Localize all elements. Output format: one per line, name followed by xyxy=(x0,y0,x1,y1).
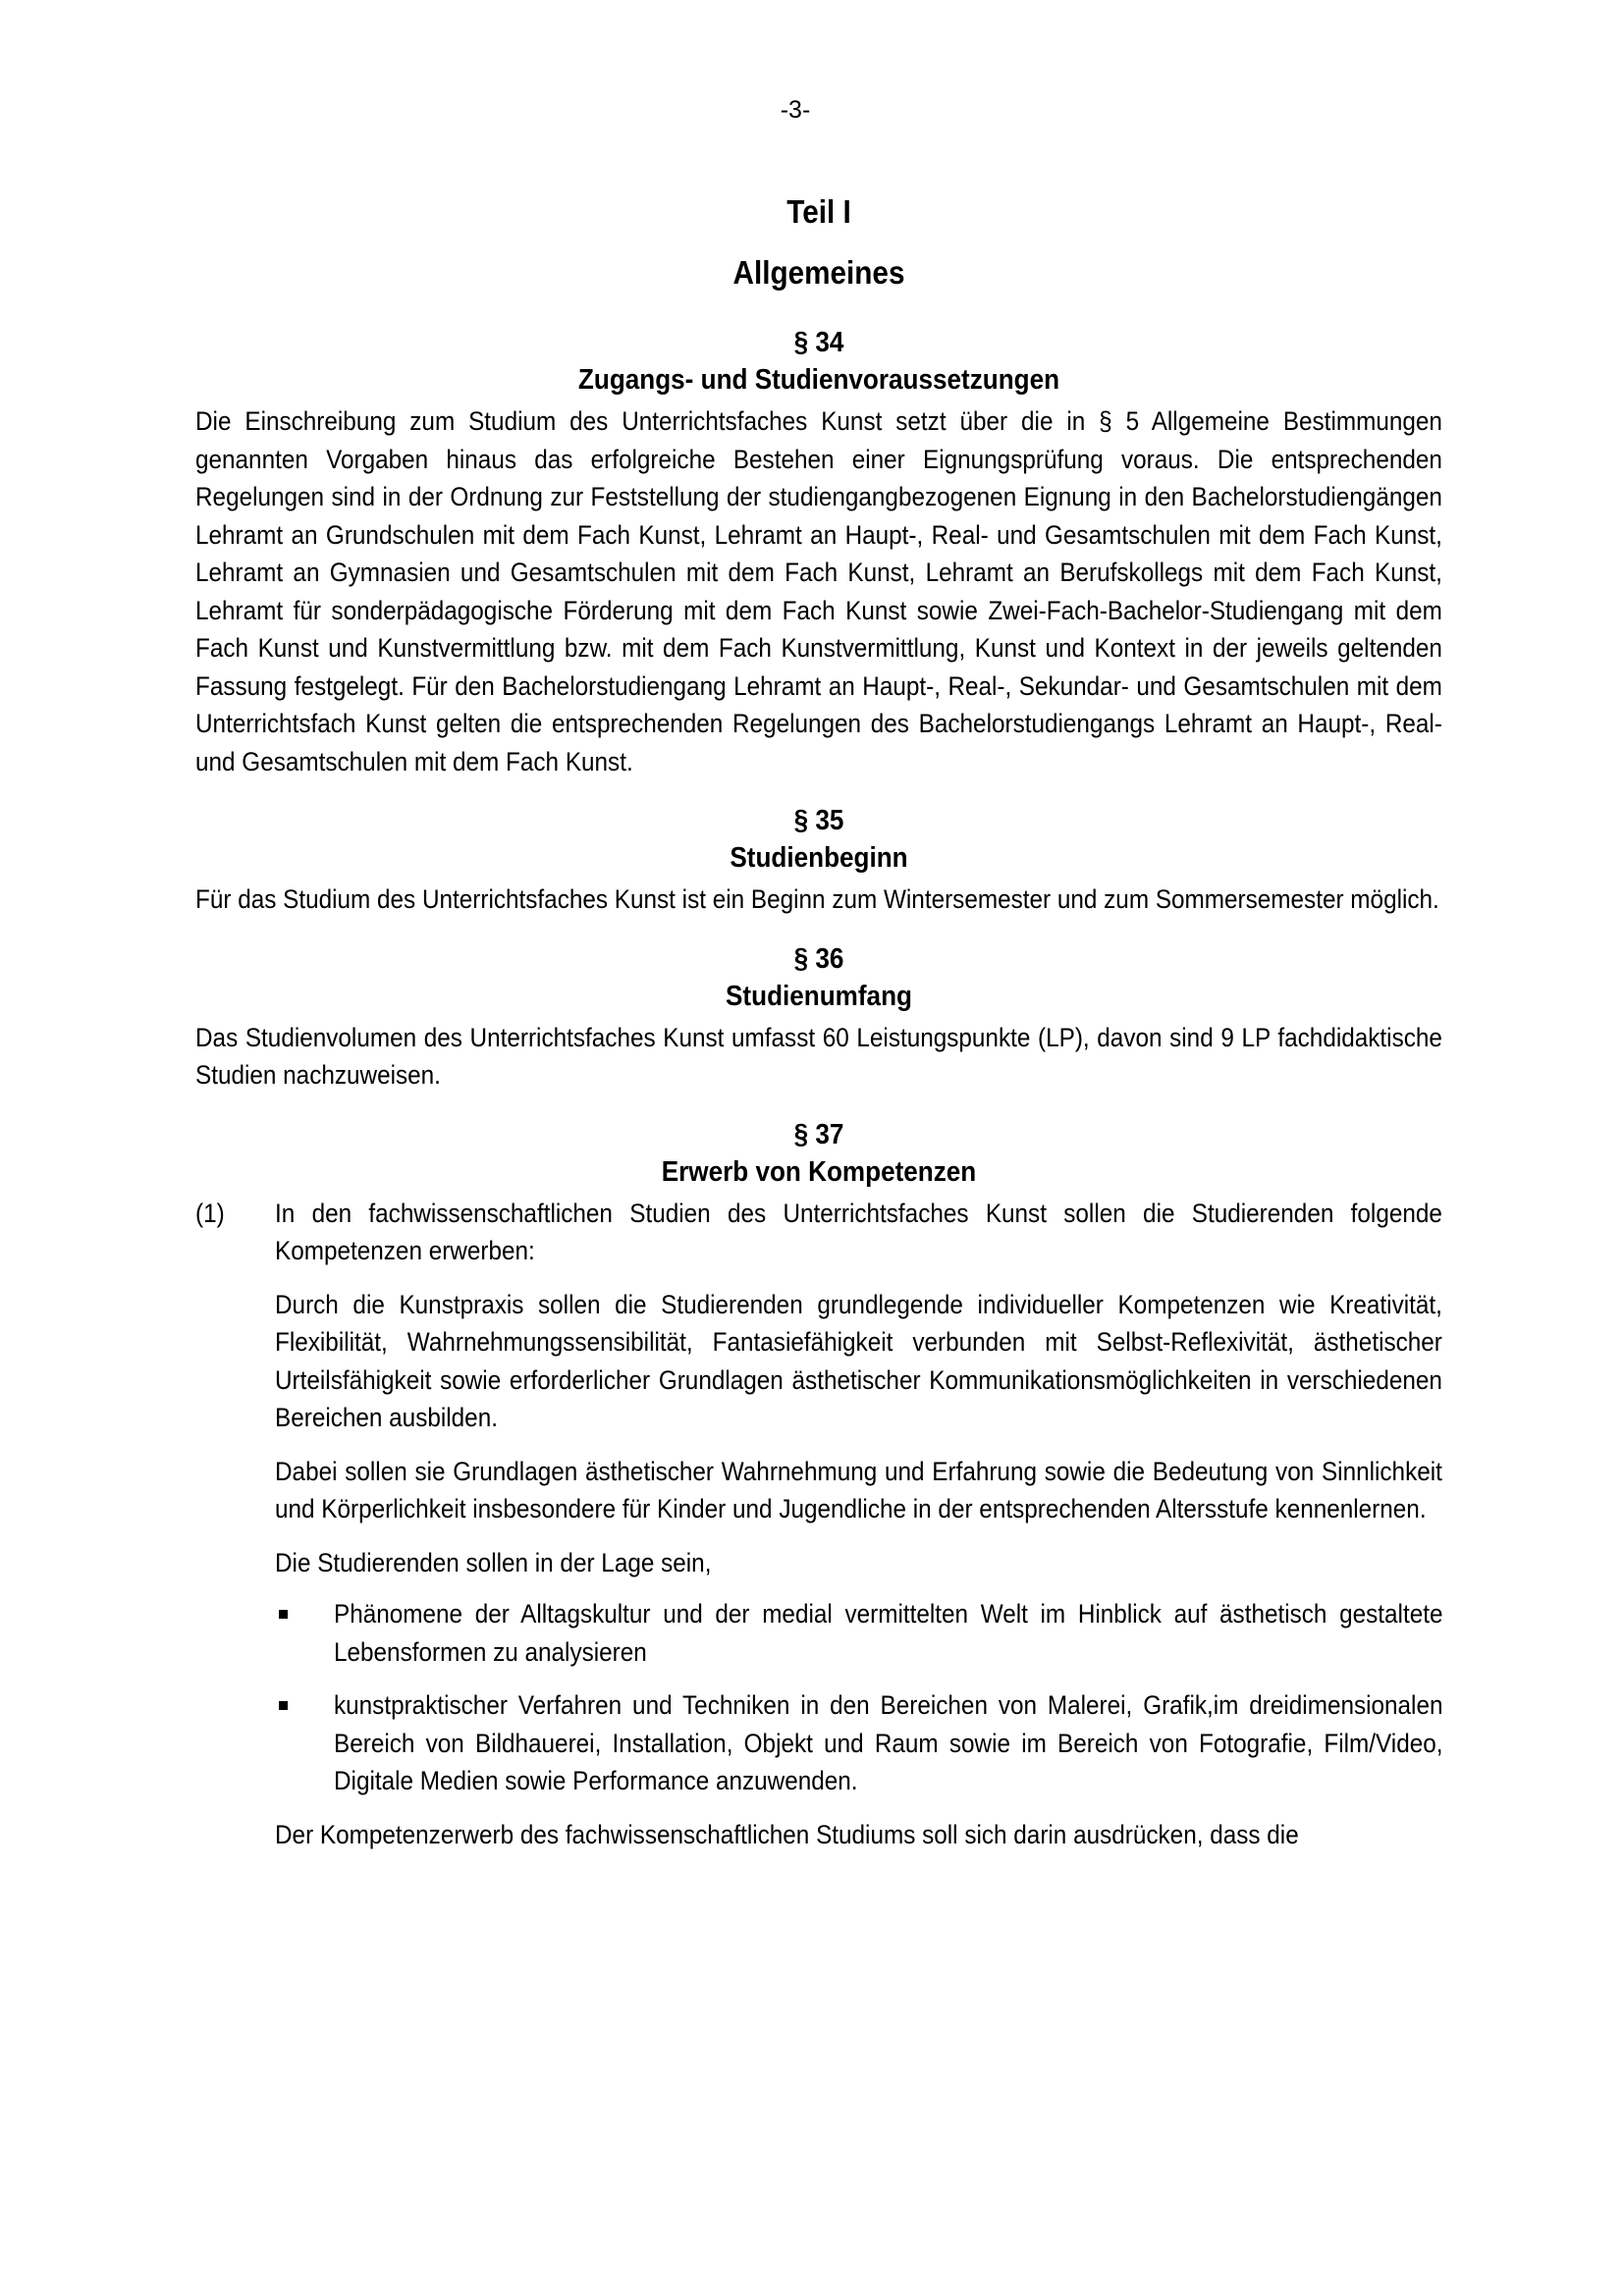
part-subtitle: Allgemeines xyxy=(732,254,905,291)
paragraph-number: (1) xyxy=(195,1198,225,1228)
paragraph-text: Dabei sollen sie Grundlagen ästhetischer Wahrnehmung und Erfahrung sowie die Bedeutung von Sinnlichkeit und Körperlichkeit insbesondere für Kinder und Jugendliche in der entsprechenden Altersstufe kennenlernen. xyxy=(275,1456,1442,1523)
list-item-text: Phänomene der Alltagskultur und der medial vermittelten Welt im Hinblick auf ästhetisch gestaltete Lebensformen zu analysieren xyxy=(334,1599,1443,1667)
section-34 xyxy=(195,324,1442,780)
indented-paragraph xyxy=(275,1816,1442,1854)
numbered-paragraph xyxy=(195,1195,1442,1270)
section-title: Zugangs- und Studienvoraussetzungen xyxy=(577,364,1060,396)
section-35 xyxy=(195,802,1442,919)
section-text: Die Einschreibung zum Studium des Unterrichtsfaches Kunst setzt über die in § 5 Allgemeine Bestimmungen genannten Vorgaben hinaus das erfolgreiche Bestehen einer Eignungsprüfung voraus. Die entsprechenden Regelungen sind in der Ordnung zur Feststellung der studiengangbezogenen Eignung in den Bachelorstudiengängen Lehramt an Grundschulen mit dem Fach Kunst, Lehramt an Haupt-, Real- und Gesamtschulen mit dem Fach Kunst, Lehramt an Gymnasien und Gesamtschulen mit dem Fach Kunst, Lehramt an Berufskollegs mit dem Fach Kunst, Lehramt für sonderpädagogische Förderung mit dem Fach Kunst sowie Zwei-Fach-Bachelor-Studiengang mit dem Fach Kunst und Kunstvermittlung bzw. mit dem Fach Kunstvermittlung, Kunst und Kontext in der jeweils geltenden Fassung festgelegt. Für den Bachelorstudiengang Lehramt an Haupt-, Real-, Sekundar- und Gesamtschulen mit dem Unterrichtsfach Kunst gelten die entsprechenden Regelungen des Bachelorstudiengangs Lehramt an Haupt-, Real- und Gesamtschulen mit dem Fach Kunst. xyxy=(195,406,1442,776)
paragraph-text: In den fachwissenschaftlichen Studien des Unterrichtsfaches Kunst sollen die Studierenden folgende Kompetenzen erwerben: xyxy=(275,1198,1442,1265)
paragraph-text: Der Kompetenzerwerb des fachwissenschaftlichen Studiums soll sich darin ausdrücken, dass die xyxy=(275,1819,1299,1849)
section-number: § 37 xyxy=(793,1118,844,1150)
list-item xyxy=(275,1595,1442,1671)
indented-paragraph xyxy=(275,1544,1442,1582)
indented-paragraph xyxy=(275,1453,1442,1528)
section-title: Studienumfang xyxy=(726,980,912,1012)
section-text: Das Studienvolumen des Unterrichtsfaches Kunst umfasst 60 Leistungspunkte (LP), davon sind 9 LP fachdidaktische Studien nachzuweisen. xyxy=(195,1022,1442,1090)
square-bullet-icon xyxy=(279,1701,288,1710)
list-item xyxy=(275,1686,1442,1800)
paragraph-text: Durch die Kunstpraxis sollen die Studierenden grundlegende individueller Kompetenzen wie Kreativität, Flexibilität, Wahrnehmungssensibilität, Fantasiefähigkeit verbunden mit Selbst-Reflexivität, ästhetischer Urteilsfähigkeit sowie erforderlicher Grundlagen ästhetischer Kommunikationsmöglichkeiten in verschiedenen Bereichen ausbilden. xyxy=(275,1289,1442,1432)
bullet-list xyxy=(275,1595,1442,1800)
section-number: § 35 xyxy=(793,805,844,836)
document-body xyxy=(195,192,1442,1853)
part-title: Teil I xyxy=(786,193,851,230)
section-title: Studienbeginn xyxy=(730,842,908,874)
page-number: -3- xyxy=(780,96,811,124)
square-bullet-icon xyxy=(279,1610,288,1619)
section-37 xyxy=(195,1116,1442,1854)
list-item-text: kunstpraktischer Verfahren und Techniken in den Bereichen von Malerei, Grafik,im dreidimensionalen Bereich von Bildhauerei, Installation, Objekt und Raum sowie im Bereich von Fotografie, Film/Video, Digitale Medien sowie Performance anzuwenden. xyxy=(334,1690,1443,1795)
indented-paragraph xyxy=(275,1286,1442,1437)
section-number: § 36 xyxy=(793,942,844,975)
section-text: Für das Studium des Unterrichtsfaches Kunst ist ein Beginn zum Wintersemester und zum Sommersemester möglich. xyxy=(195,884,1439,914)
section-number: § 34 xyxy=(793,327,844,358)
section-36 xyxy=(195,940,1442,1095)
section-title: Erwerb von Kompetenzen xyxy=(661,1155,977,1188)
paragraph-text: Die Studierenden sollen in der Lage sein, xyxy=(275,1547,712,1577)
